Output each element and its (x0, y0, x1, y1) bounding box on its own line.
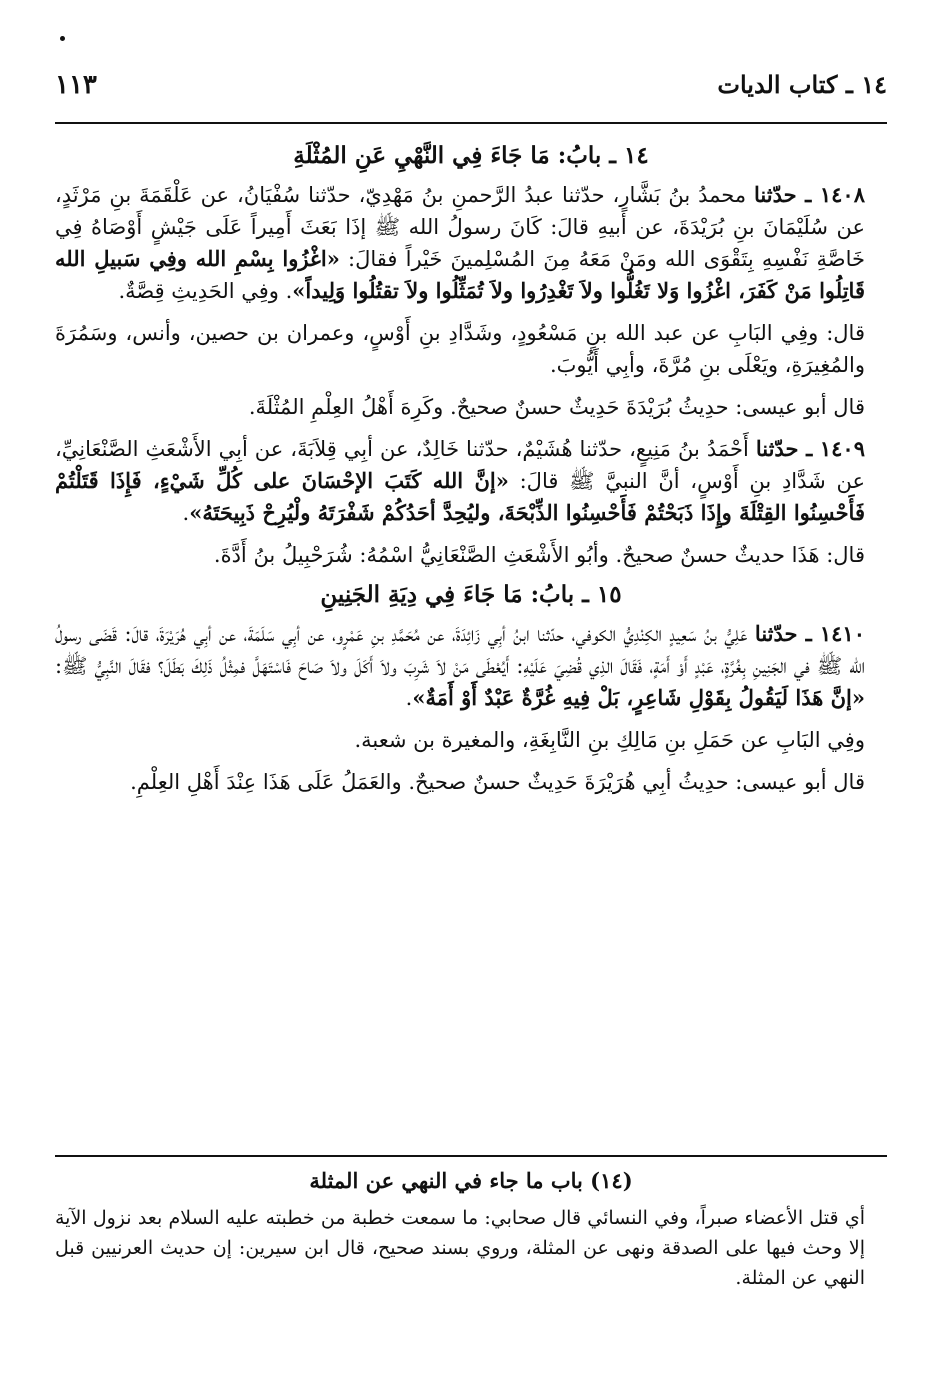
hadith-1408 (55, 179, 887, 307)
bab-14-title: ١٤ ـ بابُ: مَا جَاءَ فِي النَّهْيِ عَنِ المُثْلَةِ (293, 142, 649, 169)
hadith-1409 (55, 433, 887, 529)
page-header (55, 70, 887, 110)
bab-note-1408: قال: وفِي البَابِ عن عبد الله بنِ مَسْعُودٍ، وشَدَّادِ بنِ أَوْسٍ، وعمران بن حصين، وأنس، وسَمُرَةَ والمُغِيرَةِ، ويَعْلَى بنِ مُرَّةَ، وأبِي أَيُّوبَ. (55, 321, 865, 377)
footnote-title: (١٤) باب ما جاء في النهي عن المثلة (309, 1168, 633, 1193)
main-text (55, 140, 887, 808)
hadith-tail: . وفِي الحَدِيثِ قِصَّةٌ. (118, 279, 293, 303)
footnotes (55, 1168, 887, 1293)
hadith-isnad: أَحْمَدُ بنُ مَنِيعٍ، حدّثنا هُشَيْمٌ، حدّثنا خَالِدٌ، عن أبِي قِلاَبَةَ، عن أبِي الأَشْعَثِ الصَّنْعَانِيِّ، عن شَدَّادِ بنِ أَوْسٍ، أنَّ النبيَّ ﷺ قالَ: (55, 437, 865, 493)
abu-isa-note-1410: قال أبو عيسى: حدِيثُ أبِي هُرَيْرَةَ حَدِيثٌ حسنٌ صحيحٌ. والعَمَلُ عَلَى هَذَا عِنْدَ أَهْلِ العِلْمِ. (130, 770, 865, 794)
bab-note-1410: وفِي البَابِ عن حَمَلِ بنِ مَالِكِ بنِ النَّابِغَةِ، والمغيرة بن شعبة. (354, 728, 865, 752)
hadith-matn: «اغْزُوا بِسْمِ الله وفِي سَبيلِ الله قَاتِلُوا مَنْ كَفَرَ، اغْزُوا وَلا تَغُلُّوا ولاَ تَغْدِرُوا ولاَ تُمَثِّلُوا ولاَ تقتُلُوا وَلِيداً» (55, 246, 865, 303)
hadith-tail: . (405, 686, 413, 710)
hadith-lead: حدّثنا (754, 621, 798, 646)
hadith-matn: «إنَّ هَذَا لَيَقُولُ بِقَوْلِ شَاعِرٍ، بَلْ فِيهِ غُرَّةٌ عَبْدٌ أَوْ أَمَةٌ» (412, 685, 865, 710)
bab-15-title: ١٥ ـ بابُ: مَا جَاءَ فِي دِيَةِ الجَنِينِ (320, 581, 622, 608)
footnote-text: أي قتل الأعضاء صبراً، وفي النسائي قال صحابي: ما سمعت خطبة من خطبته عليه السلام بعد نزول الآية إلا وحث فيها على الصدقة ونهى عن المثلة، وروي بسند صحيح، قال ابن سيرين: إن حديث العرنيين قبل النهي عن المثلة. (55, 1207, 865, 1289)
hadith-isnad: محمدُ بنُ بَشَّارٍ، حدّثنا عبدُ الرَّحمنِ بنُ مَهْدِيّ، حدّثنا سُفْيَانُ، عن عَلْقَمَةَ بنِ مَرْثَدٍ، عن سُلَيْمَانَ بنِ بُرَيْدَةَ، عن أبيهِ قالَ: كَانَ رسولُ الله ﷺ إذَا بَعَثَ أَمِيراً عَلَى جَيْشٍ أَوْصَاهُ فِي خَاصَّةِ نَفْسِهِ بِتَقْوَى الله ومَنْ مَعَهُ مِنَ المُسْلِمينَ خَيْراً فقالَ: (55, 183, 866, 271)
hadith-lead: حدّثنا (755, 436, 799, 461)
hadith-1410 (55, 618, 887, 714)
abu-isa-note-1409: قال: هَذَا حديثٌ حسنٌ صحيحٌ. وأبُو الأَشْعَثِ الصَّنْعَانِيُّ اسْمُهُ: شُرَحْبِيلُ بنُ أَدَّةَ. (213, 543, 865, 567)
hadith-matn: «إنَّ الله كَتَبَ الإحْسَانَ على كُلِّ شَيْءٍ، فَإِذَا قَتَلْتُمْ فَأَحْسِنُوا القِتْلَةَ وإِذَا ذَبَحْتُمْ فَأَحْسِنُوا الذِّبْحَةَ، وليُحِدَّ أحَدُكُمْ شَفْرَتَهُ ولْيُرِحْ ذَبِيحَتَهُ» (55, 468, 865, 525)
hadith-tail: . (182, 501, 190, 525)
hadith-lead: حدّثنا (754, 182, 797, 207)
hadith-number: ١٤٠٩ ـ (798, 436, 865, 461)
hadith-number: ١٤١٠ ـ (797, 621, 865, 646)
margin-dot (60, 36, 65, 41)
hadith-isnad: عَلِيُّ بنُ سَعِيدٍ الكِنْدِيُّ الكوفي، حدّثنا ابنُ أبِي زَائِدَةَ، عن مُحَمَّدِ بنِ عَمْرٍو، عن أبِي سَلَمَةَ، عن أبِي هُرَيْرَةَ، قالَ: قَضَى رسولُ الله ﷺ في الجَنِينِ بِغُرَّةٍ، عَبْدٍ أَوْ أَمَةٍ، فَقَالَ الذِي قُضِيَ عَلَيْهِ: أَيُعْطَى مَنْ لاَ شَرِبَ ولاَ أَكَلَ ولاَ صَاحَ فَاسْتَهَلَّ فمِثْلُ ذَلِكَ بَطَلَ؟ فقَالَ النَّبِيُّ ﷺ: (55, 622, 865, 678)
hadith-number: ١٤٠٨ ـ (796, 182, 865, 207)
abu-isa-note-1408: قال أبو عيسى: حدِيثُ بُرَيْدَةَ حَدِيثٌ حسنٌ صحيحٌ. وكَرِهَ أَهْلُ العِلْمِ المُثْلَةَ. (248, 395, 865, 419)
page-number: ١١٣ (55, 70, 97, 100)
footnote-rule (55, 1155, 887, 1157)
header-rule (55, 122, 887, 124)
chapter-title: ١٤ ـ كتاب الديات (717, 70, 887, 99)
